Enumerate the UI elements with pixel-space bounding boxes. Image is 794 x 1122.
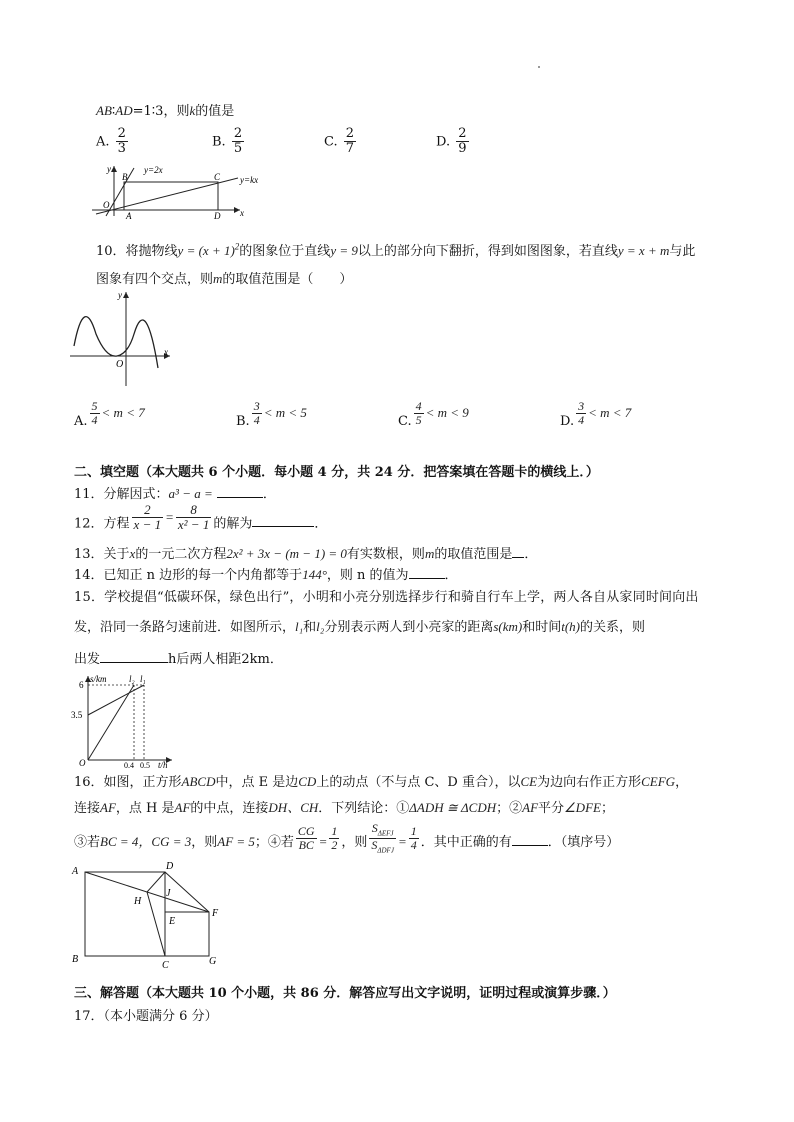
q11-answer-blank[interactable] — [217, 484, 263, 498]
q9-ratio: =1∶3，则 — [132, 104, 190, 119]
q16-conclusion-1: ΔADH ≅ ΔCDH — [409, 800, 497, 815]
q9-option-b-fraction: $\frac{2}{5}$ — [233, 126, 243, 157]
q15-label-t: t/h — [158, 760, 168, 770]
q15-line-l1 — [88, 685, 144, 715]
q16-segment-df — [165, 872, 209, 912]
q15-line1: 15．学校提倡“低碳环保，绿色出行”，小明和小亮分别选择步行和骑自行车上学，两人各自从家同时间向出 — [74, 590, 699, 605]
q9-label-a: A — [126, 211, 132, 221]
q9-option-a: A. $\frac{2}{3}$ — [96, 126, 126, 157]
q15-figure — [68, 670, 178, 770]
q9-ab: AB — [96, 103, 112, 118]
q10-label-y: y — [118, 290, 122, 300]
q10-line2: 图象有四个交点，则m的取值范围是（ ） — [96, 271, 353, 287]
q10-option-c: C. $\frac{4}{5}$ < m < 9 — [398, 399, 469, 430]
q9-colon: ∶ — [111, 104, 116, 119]
q16-label-a: A — [72, 866, 79, 877]
q14: 14．已知正 n 边形的每一个内角都等于144°，则 n 的值为 ． — [74, 567, 458, 583]
q16-label-j: J — [166, 888, 171, 899]
q9-continuation — [96, 100, 234, 119]
q16-figure — [66, 858, 226, 971]
q15-answer-blank[interactable] — [100, 649, 168, 663]
q10-line-y9: y = 9 — [330, 243, 358, 258]
q10-line-xm: y = x + m — [617, 243, 670, 258]
section3-heading: 三、解答题（本大题共 10 个小题，共 86 分．解答应写出文字说明，证明过程或演算步骤．） — [74, 986, 616, 1001]
q16-label-e: E — [169, 916, 176, 927]
q16-label-g: G — [209, 956, 217, 967]
q14-angle: 144° — [302, 567, 327, 582]
q9-line-2x — [106, 168, 134, 216]
q16-label-c: C — [162, 960, 169, 971]
q17-heading: 17．（本小题满分 6 分） — [74, 1009, 218, 1024]
q9-option-a-fraction: $\frac{2}{3}$ — [117, 126, 126, 157]
q16-label-f: F — [212, 908, 219, 919]
q9-label-b: B — [122, 172, 128, 182]
q16-ratio-fraction: $\frac{CG}{BC}$ — [297, 823, 315, 853]
q9-label-c: C — [214, 172, 221, 182]
q13-equation: 2x² + 3x − (m − 1) = 0 — [226, 546, 347, 561]
q12-fraction-left: $\frac{2}{x - 1}$ — [133, 502, 162, 533]
q16-quarter-fraction: $\frac{1}{4}$ — [410, 823, 417, 853]
q12: 12．方程 $\frac{2}{x - 1}$ = $\frac{8}{\text{x² − 1}}$ 的解为 ． — [74, 502, 328, 533]
q9-label-x: x — [240, 208, 244, 218]
q10-figure — [68, 288, 178, 388]
q15-line3: 出发 h后两人相距2km． — [74, 648, 283, 667]
q9-label-line1: y=2x — [144, 165, 163, 175]
q16-half-fraction: $\frac{1}{2}$ — [331, 823, 338, 853]
q16-segment-dh — [147, 872, 165, 892]
q9-label-o: O — [103, 200, 110, 210]
q16-area-fraction: $\frac{S_{\Delta EFJ}}{S_{\Delta DFJ}}$ — [371, 821, 394, 855]
q16-line3: ③若BC = 4，CG = 3，则AF = 5；④若 $\frac{CG}{BC}$ = $\frac{1}{2}$ ，则 $\frac{S_{\Delta EFJ}}{S_{\Delta DFJ}}$ = $\frac{1}{4}$ ．其中正确的有 ．（填序号） — [74, 821, 620, 855]
q15-label-l2: l₂ — [129, 674, 135, 684]
q15-label-o: O — [79, 758, 86, 768]
q12-answer-blank[interactable] — [252, 513, 314, 527]
q15-label-35: 3.5 — [71, 710, 83, 720]
q15-label-l1: l₁ — [140, 674, 146, 684]
q15-label-6: 6 — [79, 680, 84, 690]
q15-line-l2 — [88, 685, 134, 760]
q9-label-y: y — [107, 164, 111, 174]
q9-option-c: C. $\frac{2}{7}$ — [324, 126, 355, 157]
q9-option-c-fraction: $\frac{2}{7}$ — [345, 126, 355, 157]
q13-answer-blank[interactable] — [512, 544, 524, 558]
q10-label-o: O — [116, 359, 124, 370]
q16-label-b: B — [72, 954, 79, 965]
q10-option-a: A. $\frac{5}{4}$ < m < 7 — [74, 399, 145, 430]
q10-option-d: D. $\frac{3}{4}$ < m < 7 — [560, 399, 632, 430]
q16-conclusion-2: ∠DFE — [564, 800, 601, 815]
q15-line2: 发，沿同一条路匀速前进．如图所示，l₁和l₂分别表示两人到小亮家的距离s(km)和时间t(h)的关系，则 — [74, 619, 646, 635]
q16-label-d: D — [166, 861, 174, 872]
q9-label-line2: y=kx — [240, 175, 259, 185]
q10-line1: 10．将抛物线$y = (x + 1)^2$的图象位于直线y = 9以上的部分向下翻折，得到如图图象，若直线y = x + m与此 — [96, 241, 696, 259]
q10-label-x: x — [164, 347, 168, 357]
q10-parabola: y = (x + 1) — [177, 243, 235, 258]
q10-option-b: B. $\frac{3}{4}$ < m < 5 — [236, 399, 307, 430]
q16-answer-blank[interactable] — [512, 832, 548, 846]
q9-label-d: D — [214, 211, 221, 221]
q15-label-05: 0.5 — [140, 761, 150, 770]
q11-expression: a³ − a = — [168, 486, 213, 501]
q11: 11．分解因式：a³ − a = ． — [74, 486, 276, 502]
page-speck — [538, 66, 540, 68]
q9-option-d: D. $\frac{2}{9}$ — [436, 126, 467, 157]
q16-line1: 16．如图，正方形ABCD中，点 E 是边CD上的动点（不与点 C、D 重合），以CE为边向右作正方形CEFG， — [74, 774, 689, 790]
q9-option-d-fraction: $\frac{2}{9}$ — [458, 126, 467, 157]
q12-fraction-right: $\frac{8}{\text{x² − 1}}$ — [177, 502, 210, 533]
q15-label-s: s/km — [90, 674, 107, 684]
q13: 13．关于x的一元二次方程2x² + 3x − (m − 1) = 0有实数根，则m的取值范围是 ． — [74, 546, 538, 562]
q9-ad: AD — [115, 103, 133, 118]
q16-segment-ch — [147, 892, 165, 956]
q9-k: k — [189, 103, 196, 118]
q14-answer-blank[interactable] — [409, 565, 445, 579]
q16-label-h: H — [134, 896, 142, 907]
q9-option-b: B. $\frac{2}{5}$ — [212, 126, 243, 157]
q15-label-04: 0.4 — [124, 761, 134, 770]
q9-end: 的值是 — [195, 104, 235, 119]
section2-heading: 二、填空题（本大题共 6 个小题．每小题 4 分，共 24 分．把答案填在答题卡的横线上．） — [74, 465, 599, 480]
q16-line2: 连接AF，点 H 是AF的中点，连接DH、CH．下列结论：①ΔADH ≅ ΔCDH；②AF平分∠DFE； — [74, 800, 614, 816]
q9-figure — [90, 162, 259, 221]
